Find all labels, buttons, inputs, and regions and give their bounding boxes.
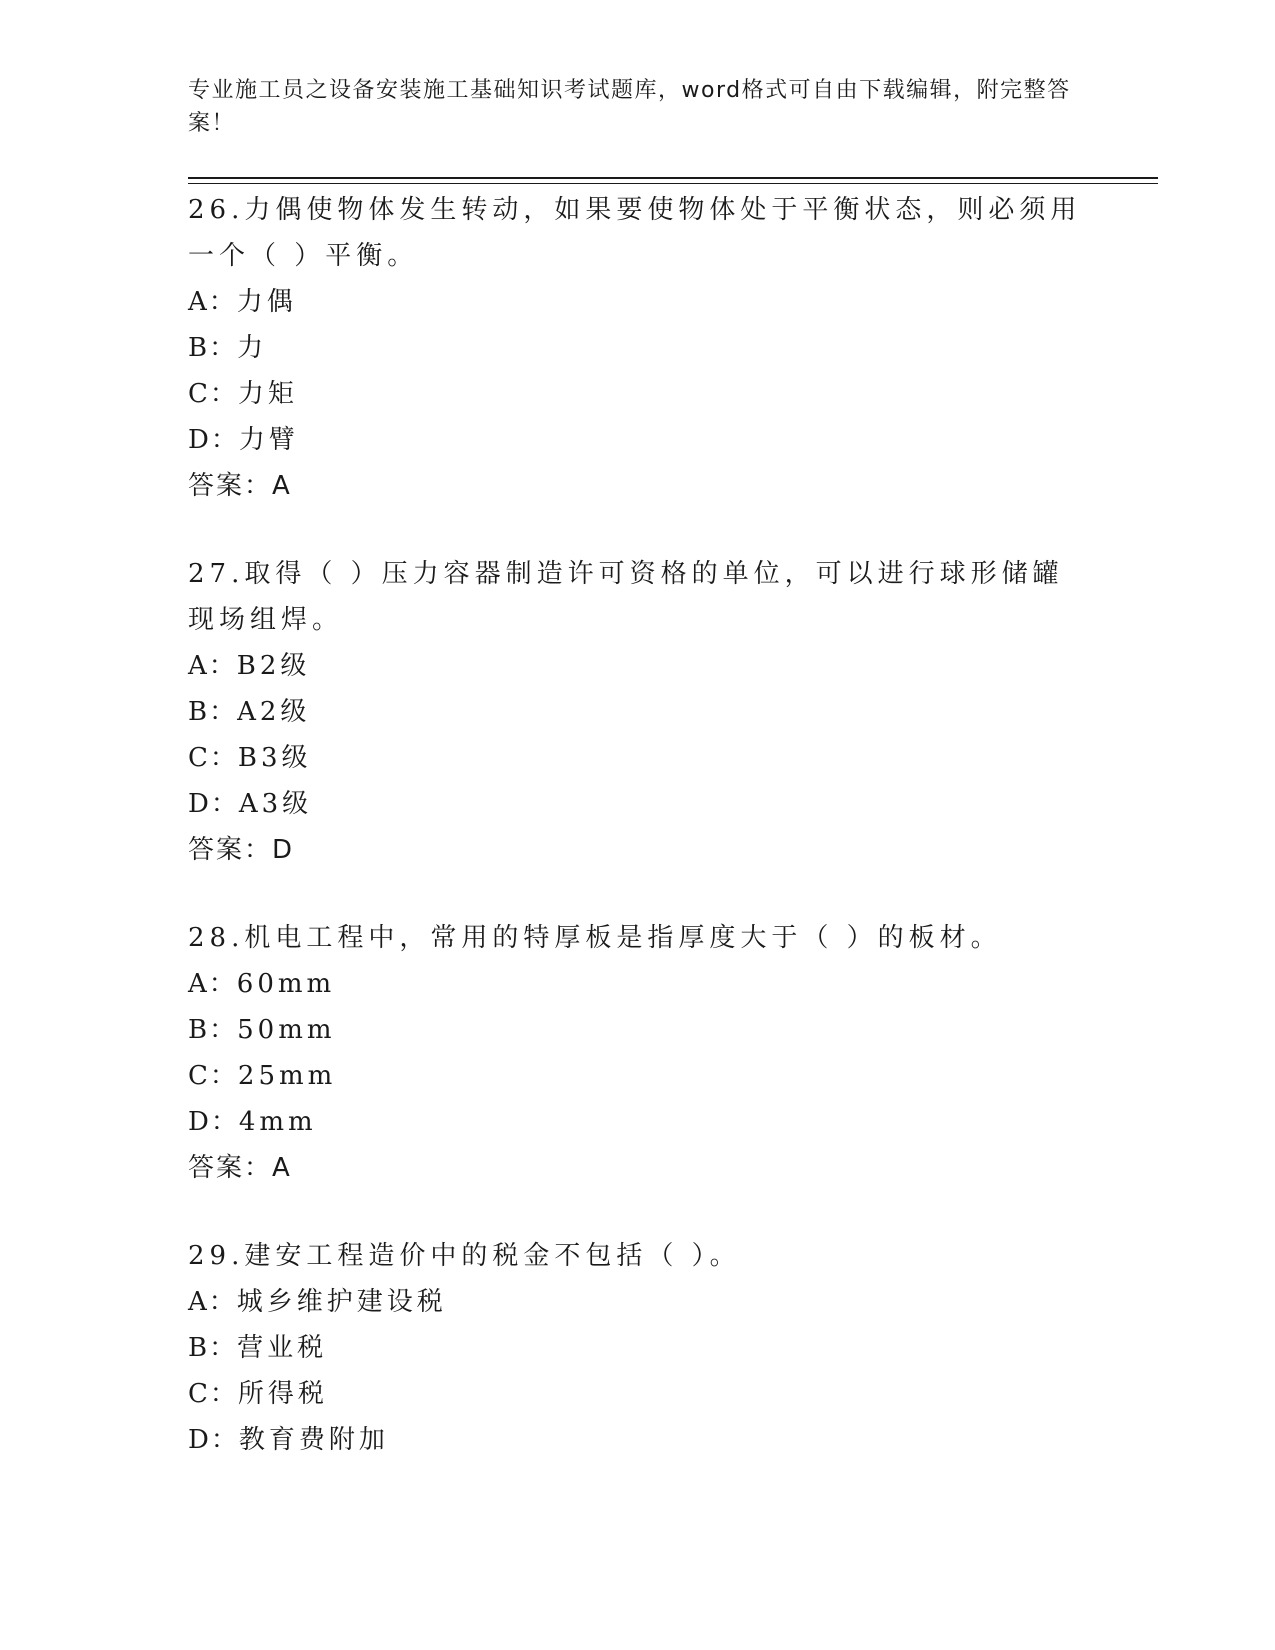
option-b [188, 1007, 1088, 1053]
option-b [188, 689, 1088, 735]
option-text: A3级 [238, 789, 313, 819]
question-27 [188, 551, 1088, 873]
question-stem: 27.取得（ ）压力容器制造许可资格的单位，可以进行球形储罐现场组焊。 [188, 559, 1064, 635]
option-b [188, 325, 1088, 371]
option-label: B： [188, 333, 238, 363]
question-stem: 26.力偶使物体发生转动，如果要使物体处于平衡状态，则必须用一个（ ）平衡。 [188, 195, 1082, 271]
question-26 [188, 187, 1088, 509]
option-text: 营业税 [237, 1333, 328, 1363]
option-text: 力偶 [236, 287, 297, 317]
option-label: D： [188, 425, 239, 455]
option-c [188, 735, 1088, 781]
option-text: 25mm [237, 1061, 337, 1091]
option-text: 所得税 [237, 1379, 328, 1409]
question-stem: 28.机电工程中，常用的特厚板是指厚度大于（ ）的板材。 [188, 923, 1002, 953]
option-label: C： [188, 1379, 238, 1409]
option-c [188, 371, 1088, 417]
question-stem: 29.建安工程造价中的税金不包括（ ）。 [188, 1241, 741, 1271]
option-label: A： [188, 287, 237, 317]
answer-line: 答案：A [188, 1153, 292, 1183]
option-text: 城乡维护建设税 [236, 1287, 447, 1317]
option-label: C： [188, 379, 238, 409]
option-text: A2级 [237, 697, 311, 727]
option-label: B： [188, 1333, 238, 1363]
option-text: B2级 [236, 651, 311, 681]
question-28 [188, 915, 1088, 1191]
option-text: 力 [237, 333, 268, 363]
option-text: 60mm [236, 969, 336, 999]
option-label: A： [188, 651, 237, 681]
option-label: C： [188, 743, 238, 773]
option-text: 力矩 [237, 379, 298, 409]
option-text: 力臂 [238, 425, 299, 455]
option-label: D： [188, 789, 239, 819]
option-c [188, 1053, 1088, 1099]
option-label: D： [188, 1107, 239, 1137]
option-a [188, 1279, 1088, 1325]
option-text: 教育费附加 [238, 1425, 389, 1455]
header-divider-thick [188, 177, 1158, 179]
option-text: B3级 [237, 743, 312, 773]
option-label: B： [188, 1015, 238, 1045]
option-label: C： [188, 1061, 238, 1091]
option-b [188, 1325, 1088, 1371]
option-label: D： [188, 1425, 239, 1455]
option-a [188, 643, 1088, 689]
option-text: 50mm [237, 1015, 336, 1045]
option-d [188, 417, 1088, 463]
option-label: B： [188, 697, 238, 727]
document-header: 专业施工员之设备安装施工基础知识考试题库，word格式可自由下载编辑，附完整答案！ [188, 78, 1071, 136]
option-text: 4mm [238, 1107, 317, 1137]
option-d [188, 1417, 1088, 1463]
answer-line: 答案：D [188, 835, 295, 865]
option-c [188, 1371, 1088, 1417]
option-label: A： [188, 969, 237, 999]
question-29 [188, 1233, 1088, 1463]
answer-line: 答案：A [188, 471, 292, 501]
option-a [188, 279, 1088, 325]
option-label: A： [188, 1287, 237, 1317]
option-d [188, 781, 1088, 827]
option-d [188, 1099, 1088, 1145]
option-a [188, 961, 1088, 1007]
header-divider-thin [188, 183, 1158, 184]
